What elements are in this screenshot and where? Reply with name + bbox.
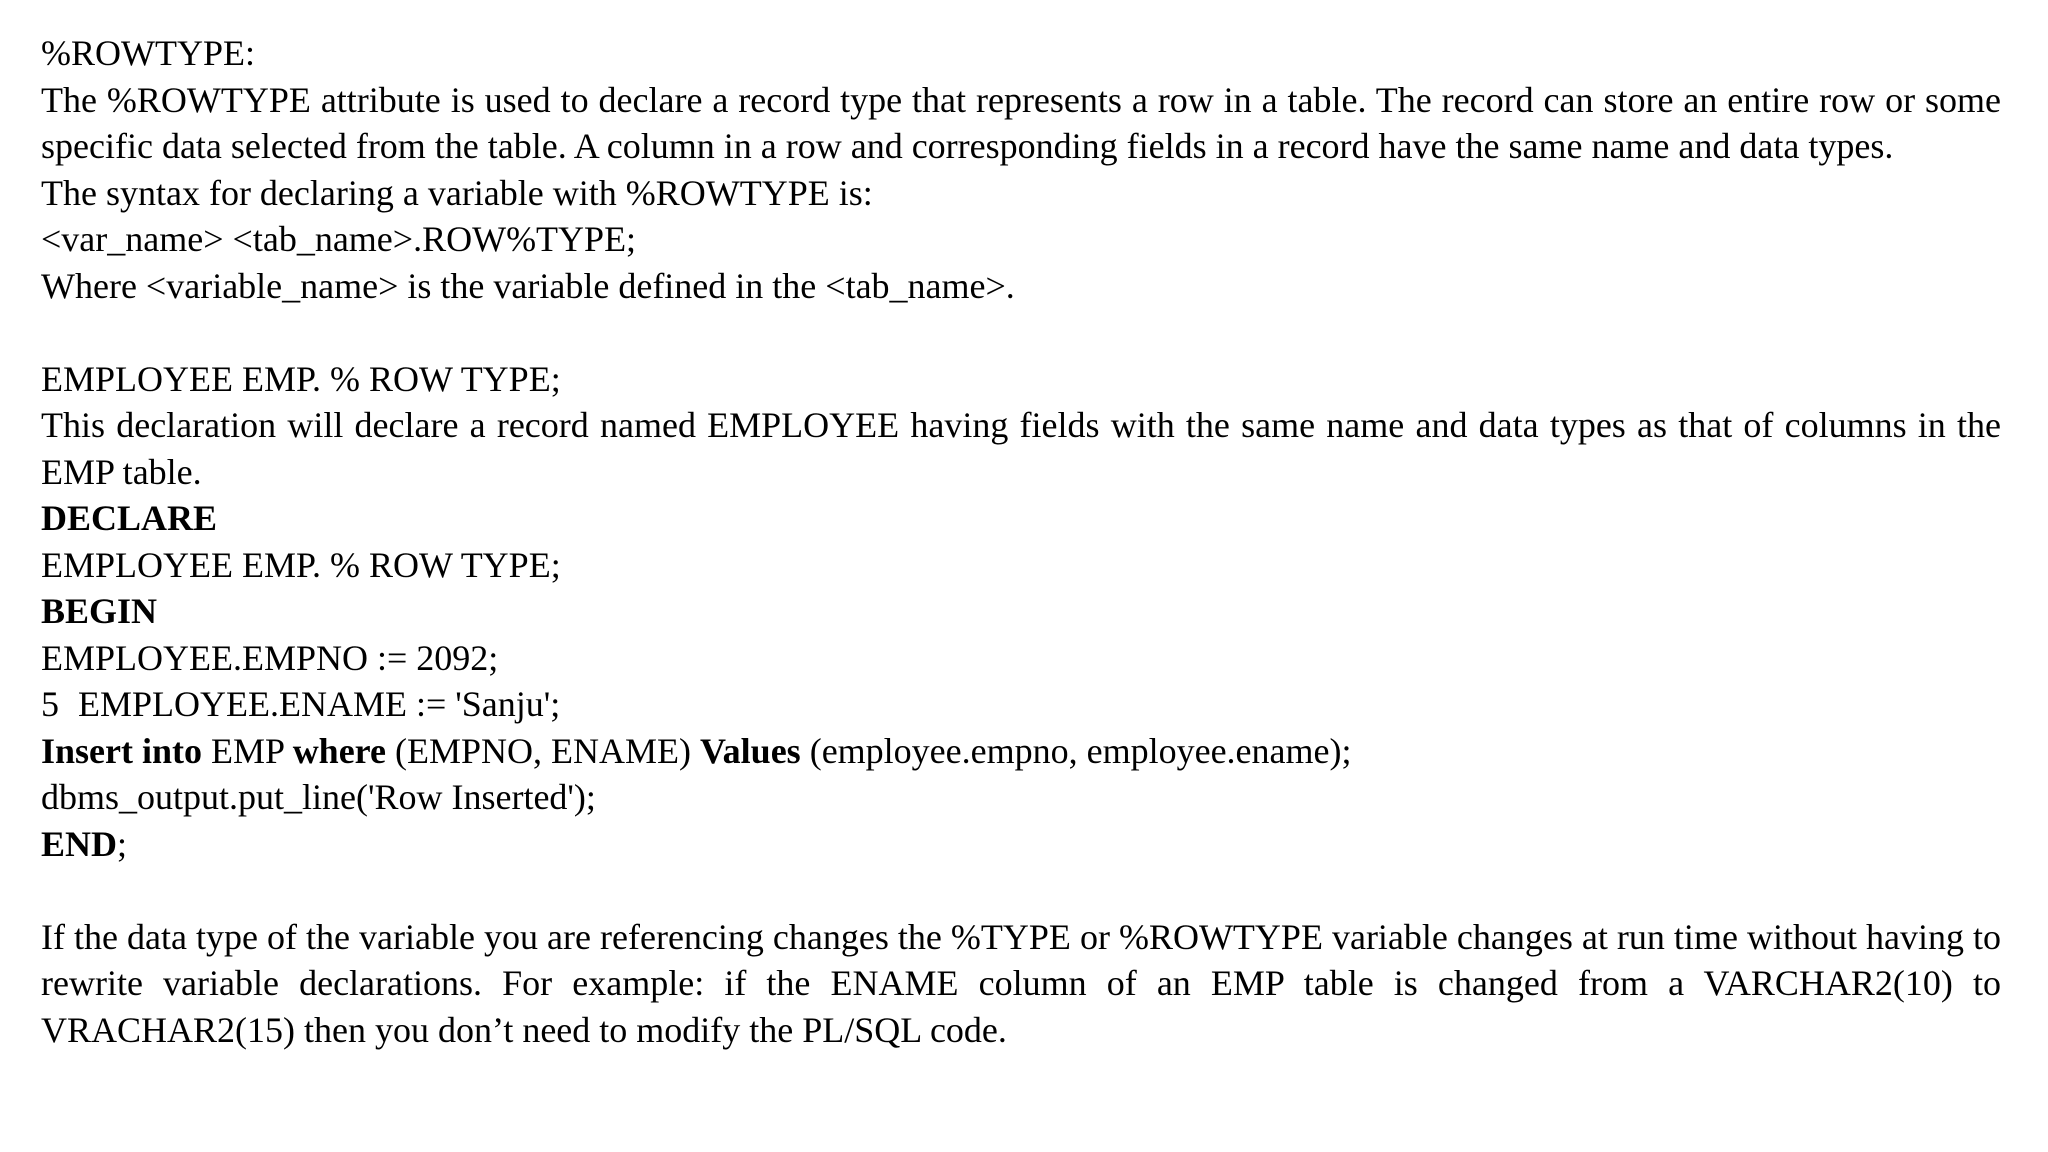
end-keyword: END — [41, 823, 118, 864]
insert-columns: (EMPNO, ENAME) — [386, 730, 700, 771]
code-line-number: 5 — [41, 684, 59, 724]
code-assign-ename: EMPLOYEE.ENAME := 'Sanju'; — [78, 684, 561, 724]
insert-keyword: Insert into — [41, 730, 202, 771]
code-assign-empno: EMPLOYEE.EMPNO := 2092; — [41, 637, 499, 678]
code-begin-keyword: BEGIN — [41, 591, 158, 631]
end-semicolon: ; — [117, 823, 128, 864]
example-explanation: This declaration will declare a record named EMPLOYEE having fields with the same name and data types as that of columns in the EMP table. — [41, 405, 2001, 492]
code-assign-ename-line — [41, 681, 2001, 728]
code-output-statement: dbms_output.put_line('Row Inserted'); — [41, 777, 596, 817]
insert-values: (employee.empno, employee.ename); — [800, 730, 1352, 771]
intro-paragraph: The %ROWTYPE attribute is used to declare a record type that represents a row in a table. The record can store an entire row or some specific data selected from the table. A column in a row and corresponding fields in a record have the same name and data types. — [41, 79, 2001, 166]
blank-line — [41, 309, 2001, 356]
insert-table: EMP — [202, 730, 293, 771]
syntax-line: <var_name> <tab_name>.ROW%TYPE; — [41, 219, 637, 259]
code-insert-line — [41, 728, 2001, 775]
where-keyword: where — [292, 730, 386, 771]
document-body — [41, 30, 2001, 1053]
code-declare-keyword: DECLARE — [41, 498, 218, 538]
example-declaration: EMPLOYEE EMP. % ROW TYPE; — [41, 358, 561, 399]
section-heading: %ROWTYPE: — [41, 33, 255, 73]
where-line: Where <variable_name> is the variable defined in the <tab_name>. — [41, 265, 1015, 306]
code-declare-statement: EMPLOYEE EMP. % ROW TYPE; — [41, 544, 561, 585]
syntax-intro: The syntax for declaring a variable with %ROWTYPE is: — [41, 172, 873, 213]
closing-paragraph: If the data type of the variable you are referencing changes the %TYPE or %ROWTYPE variable changes at run time without having to rewrite variable declarations. For example: if the ENAME column of an EMP table is changed from a VARCHAR2(10) to VRACHAR2(15) then you don’t need to modify the PL/SQL code. — [41, 916, 2001, 1050]
code-end-line — [41, 821, 2001, 868]
blank-line — [41, 867, 2001, 914]
values-keyword: Values — [699, 730, 801, 771]
